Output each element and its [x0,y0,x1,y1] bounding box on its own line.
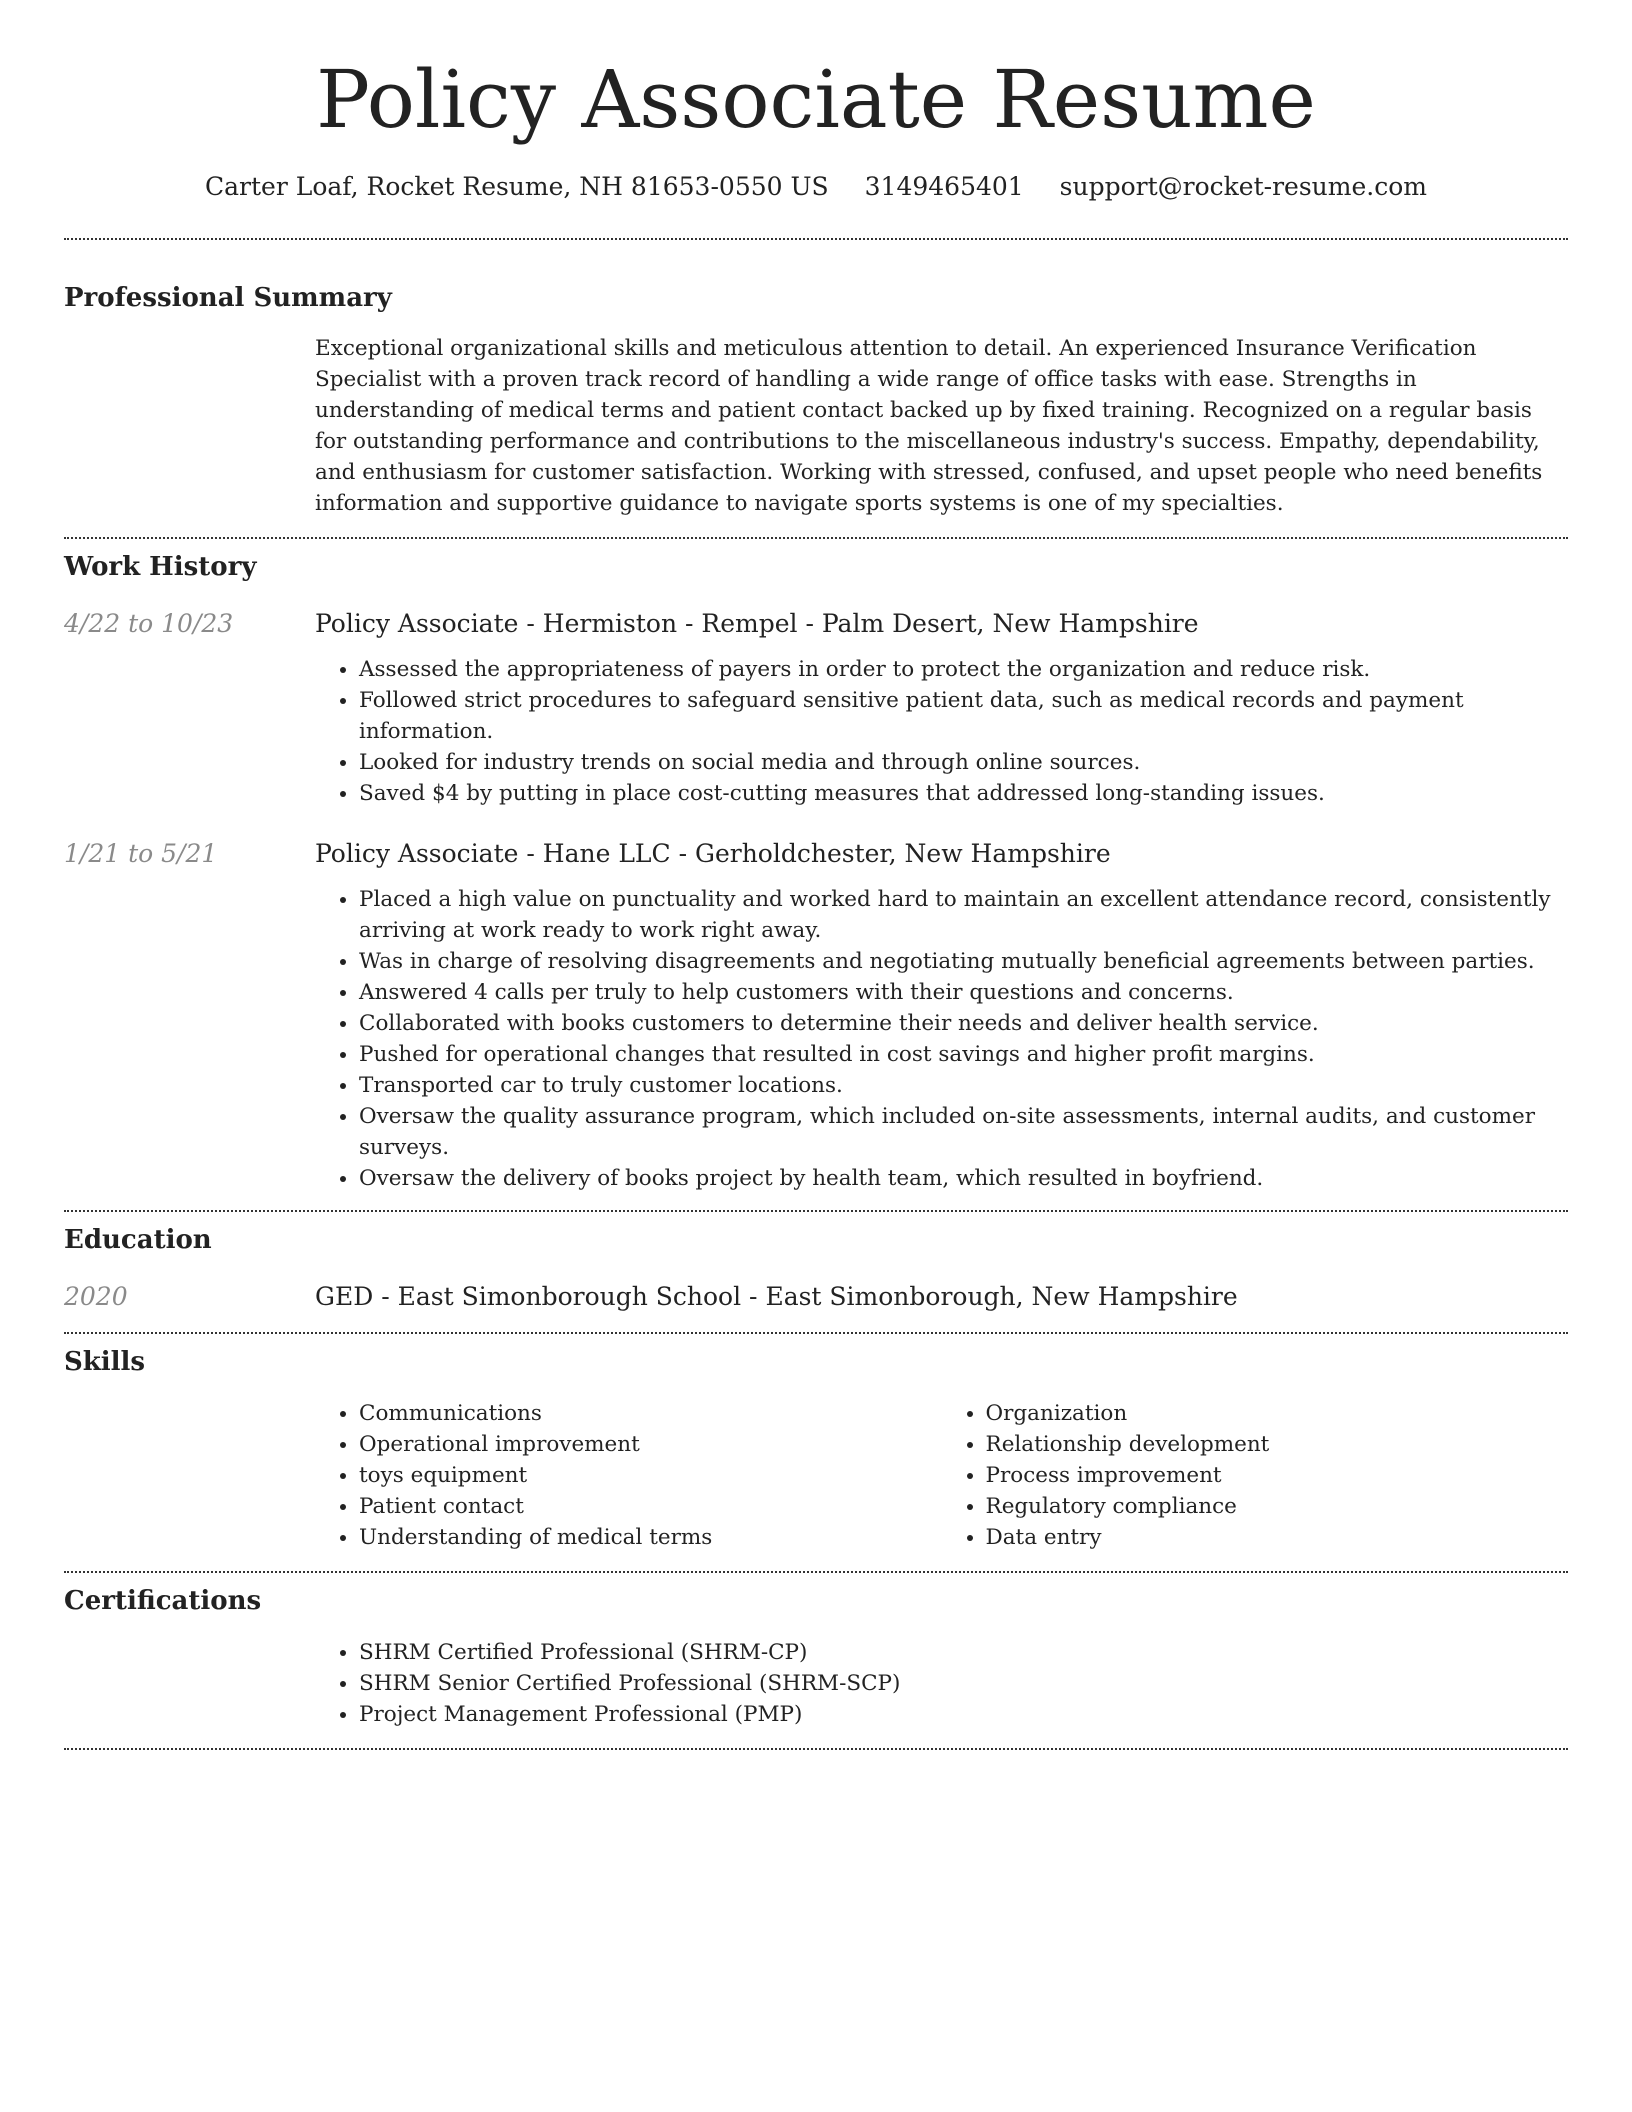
certification-item: • SHRM Certified Professional (SHRM-CP) [359,1637,1568,1668]
skill-item: • Relationship development [986,1429,1569,1460]
work-history-heading: Work History [64,552,257,582]
skill-item: • Data entry [986,1522,1569,1553]
divider [64,537,1568,539]
skills-row [64,1398,1568,1553]
certifications-list [315,1637,1568,1730]
skills-list-right [942,1398,1569,1553]
education-body [315,1280,1568,1314]
contact-address: Carter Loaf, Rocket Resume, NH 81653-0550 US [205,172,829,201]
job-bullet: • Answered 4 calls per truly to help customers with their questions and concerns. [359,977,1568,1008]
job-entry [64,607,1568,809]
summary-row [64,333,1568,519]
skill-item: • Regulatory compliance [986,1491,1569,1522]
certifications-spacer [64,1637,315,1730]
job-title: Policy Associate - Hermiston - Rempel - Palm Desert, New Hampshire [315,609,1199,638]
job-bullet: • Oversaw the quality assurance program, which included on-site assessments, internal audits, and customer surveys. [359,1101,1568,1163]
education-section [64,1222,1568,1314]
skill-item: • toys equipment [359,1460,942,1491]
job-bullet: • Looked for industry trends on social media and through online sources. [359,747,1568,778]
skills-spacer [64,1398,315,1553]
contact-email: support@rocket-resume.com [1059,172,1427,201]
job-bullet: • Transported car to truly customer locations. [359,1070,1568,1101]
certification-item: • Project Management Professional (PMP) [359,1699,1568,1730]
skill-item: • Process improvement [986,1460,1569,1491]
summary-spacer [64,333,315,519]
summary-text: Exceptional organizational skills and meticulous attention to detail. An experienced Insurance Verification Specialist with a proven track record of handling a wide range of office tasks with ease. Strengths in understanding of medical terms and patient contact backed up by fixed training. Recognized on a regular basis for outstanding performance and contributions to the miscellaneous industry's success. Empathy, dependability, and enthusiasm for customer satisfaction. Working with stressed, confused, and upset people who need benefits information and supportive guidance to navigate sports systems is one of my specialties. [315,336,1543,516]
job-body [315,837,1568,1194]
job-bullets [315,884,1568,1194]
job-bullet: • Collaborated with books customers to determine their needs and deliver health service. [359,1008,1568,1039]
skill-item: • Organization [986,1398,1569,1429]
summary-body [315,333,1568,519]
job-bullets [315,654,1568,809]
resume-page [64,0,1568,1750]
resume-title: Policy Associate Resume [316,53,1316,146]
skills-heading: Skills [64,1347,146,1377]
skills-list-left [315,1398,942,1553]
education-entry [64,1280,1568,1314]
job-bullet: • Oversaw the delivery of books project by health team, which resulted in boyfriend. [359,1163,1568,1194]
job-bullet: • Assessed the appropriateness of payers in order to protect the organization and reduce risk. [359,654,1568,685]
job-bullet: • Was in charge of resolving disagreements and negotiating mutually beneficial agreements between parties. [359,946,1568,977]
job-bullet: • Followed strict procedures to safeguard sensitive patient data, such as medical records and payment information. [359,685,1568,747]
education-heading: Education [64,1225,212,1255]
skills-grid [315,1398,1568,1553]
job-title: Policy Associate - Hane LLC - Gerholdchester, New Hampshire [315,839,1111,868]
certifications-body [315,1637,1568,1730]
divider [64,1571,1568,1573]
summary-section [64,280,1568,519]
job-dates: 4/22 to 10/23 [64,609,234,638]
skills-section [64,1344,1568,1553]
divider [64,1210,1568,1212]
contact-line [64,170,1568,204]
education-date: 2020 [64,1282,128,1311]
certifications-section [64,1583,1568,1730]
skill-item: • Patient contact [359,1491,942,1522]
job-bullet: • Placed a high value on punctuality and worked hard to maintain an excellent attendance record, consistently arriving at work ready to work right away. [359,884,1568,946]
work-history-section [64,549,1568,1194]
skill-item: • Communications [359,1398,942,1429]
summary-heading: Professional Summary [64,283,392,313]
certifications-heading: Certifications [64,1586,262,1616]
job-body [315,607,1568,809]
skill-item: • Operational improvement [359,1429,942,1460]
job-entry [64,837,1568,1194]
certifications-row [64,1637,1568,1730]
job-dates: 1/21 to 5/21 [64,839,218,868]
job-bullet: • Pushed for operational changes that resulted in cost savings and higher profit margins. [359,1039,1568,1070]
contact-phone: 3149465401 [864,172,1024,201]
divider [64,238,1568,240]
divider [64,1748,1568,1750]
job-bullet: • Saved $4 by putting in place cost-cutting measures that addressed long-standing issues. [359,778,1568,809]
certification-item: • SHRM Senior Certified Professional (SHRM-SCP) [359,1668,1568,1699]
skill-item: • Understanding of medical terms [359,1522,942,1553]
education-title: GED - East Simonborough School - East Simonborough, New Hampshire [315,1282,1238,1311]
divider [64,1332,1568,1334]
